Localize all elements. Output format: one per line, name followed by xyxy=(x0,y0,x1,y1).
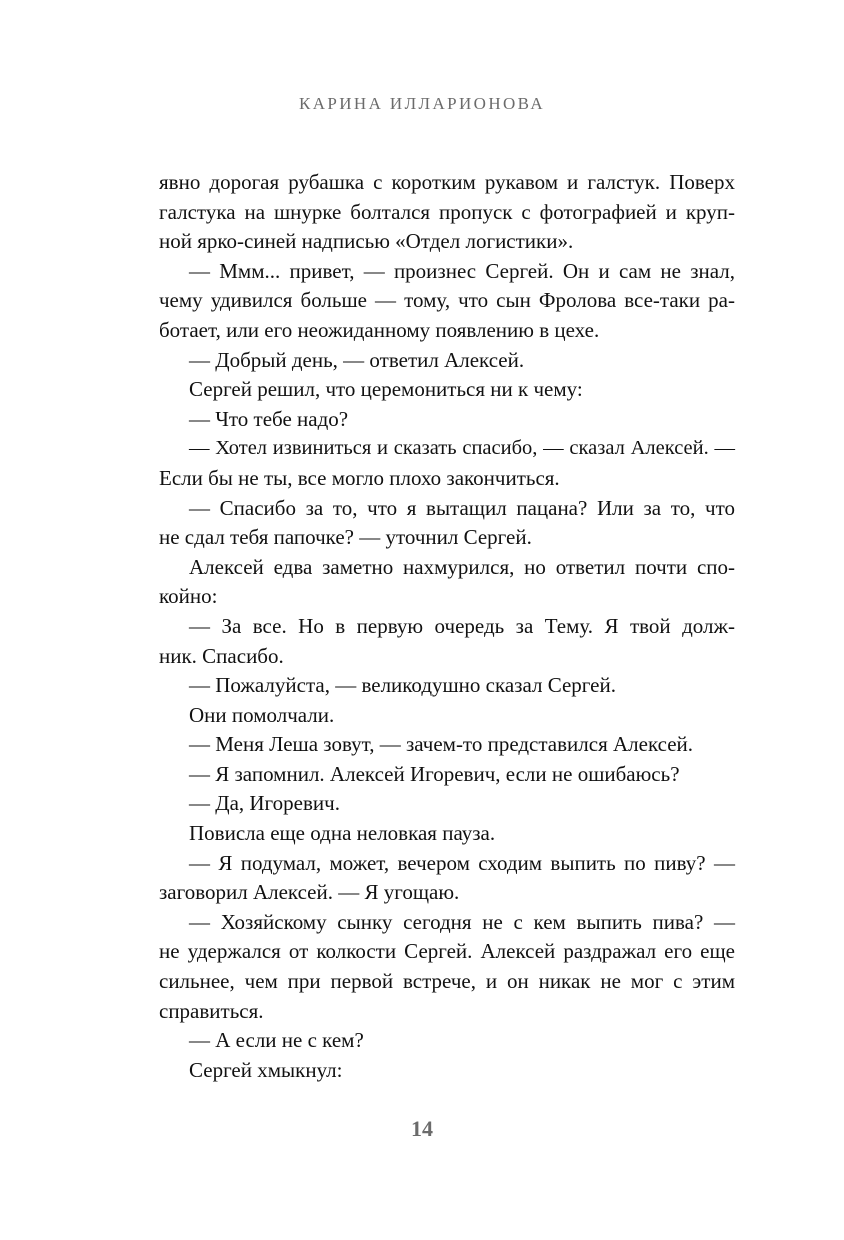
text-line: не сдал тебя папочке? — уточнил Сергей. xyxy=(159,525,532,550)
text-line: Сергей хмыкнул: xyxy=(189,1057,343,1082)
text-line: Они помолчали. xyxy=(189,702,335,727)
text-line: Алексей едва заметно нахмурился, но ответил почти спо- xyxy=(189,554,735,579)
text-line: Если бы не ты, все могло плохо закончиться. xyxy=(159,465,560,490)
text-line: справиться. xyxy=(159,998,264,1023)
text-line: Сергей решил, что церемониться ни к чему: xyxy=(189,377,583,402)
text-line: явно дорогая рубашка с коротким рукавом и галстук. Поверх xyxy=(159,170,735,194)
text-line: — Ммм... привет, — произнес Сергей. Он и сам не знал, xyxy=(189,258,735,283)
text-line: ботает, или его неожиданному появлению в цехе. xyxy=(159,317,600,342)
text-line: — Я запомнил. Алексей Игоревич, если не ошибаюсь? xyxy=(189,761,680,786)
text-line: — А если не с кем? xyxy=(189,1028,364,1053)
text-line: — Я подумал, может, вечером сходим выпить по пиву? — xyxy=(189,850,735,875)
running-head: КАРИНА ИЛЛАРИОНОВА xyxy=(298,94,546,113)
text-line: — Спасибо за то, что я вытащил пацана? Или за то, что xyxy=(189,495,735,520)
text-line: не удержался от колкости Сергей. Алексей раздражал его еще xyxy=(159,939,735,964)
text-line: — Хотел извиниться и сказать спасибо, — сказал Алексей. — xyxy=(189,437,735,460)
text-line: ник. Спасибо. xyxy=(159,643,284,668)
text-line: — За все. Но в первую очередь за Тему. Я твой долж- xyxy=(189,613,735,638)
text-line: сильнее, чем при первой встрече, и он никак не мог с этим xyxy=(159,969,735,994)
page-number: 14 xyxy=(411,1116,433,1141)
text-line: чему удивился больше — тому, что сын Фролова все-таки ра- xyxy=(159,288,735,313)
text-line: — Да, Игоревич. xyxy=(189,791,340,816)
text-line: ной ярко-синей надписью «Отдел логистики». xyxy=(159,229,574,254)
text-line: Повисла еще одна неловкая пауза. xyxy=(189,821,496,846)
text-line: — Что тебе надо? xyxy=(189,406,349,431)
text-line: — Хозяйскому сынку сегодня не с кем выпить пива? — xyxy=(189,909,735,934)
text-line: — Пожалуйста, — великодушно сказал Сергей. xyxy=(189,673,616,698)
text-line: койно: xyxy=(159,584,218,609)
text-line: — Добрый день, — ответил Алексей. xyxy=(189,347,525,372)
body-text xyxy=(159,168,735,1085)
text-line: галстука на шнурке болтался пропуск с фотографией и круп- xyxy=(159,199,735,224)
text-line: заговорил Алексей. — Я угощаю. xyxy=(159,880,460,905)
text-line: — Меня Леша зовут, — зачем-то представился Алексей. xyxy=(189,732,694,757)
